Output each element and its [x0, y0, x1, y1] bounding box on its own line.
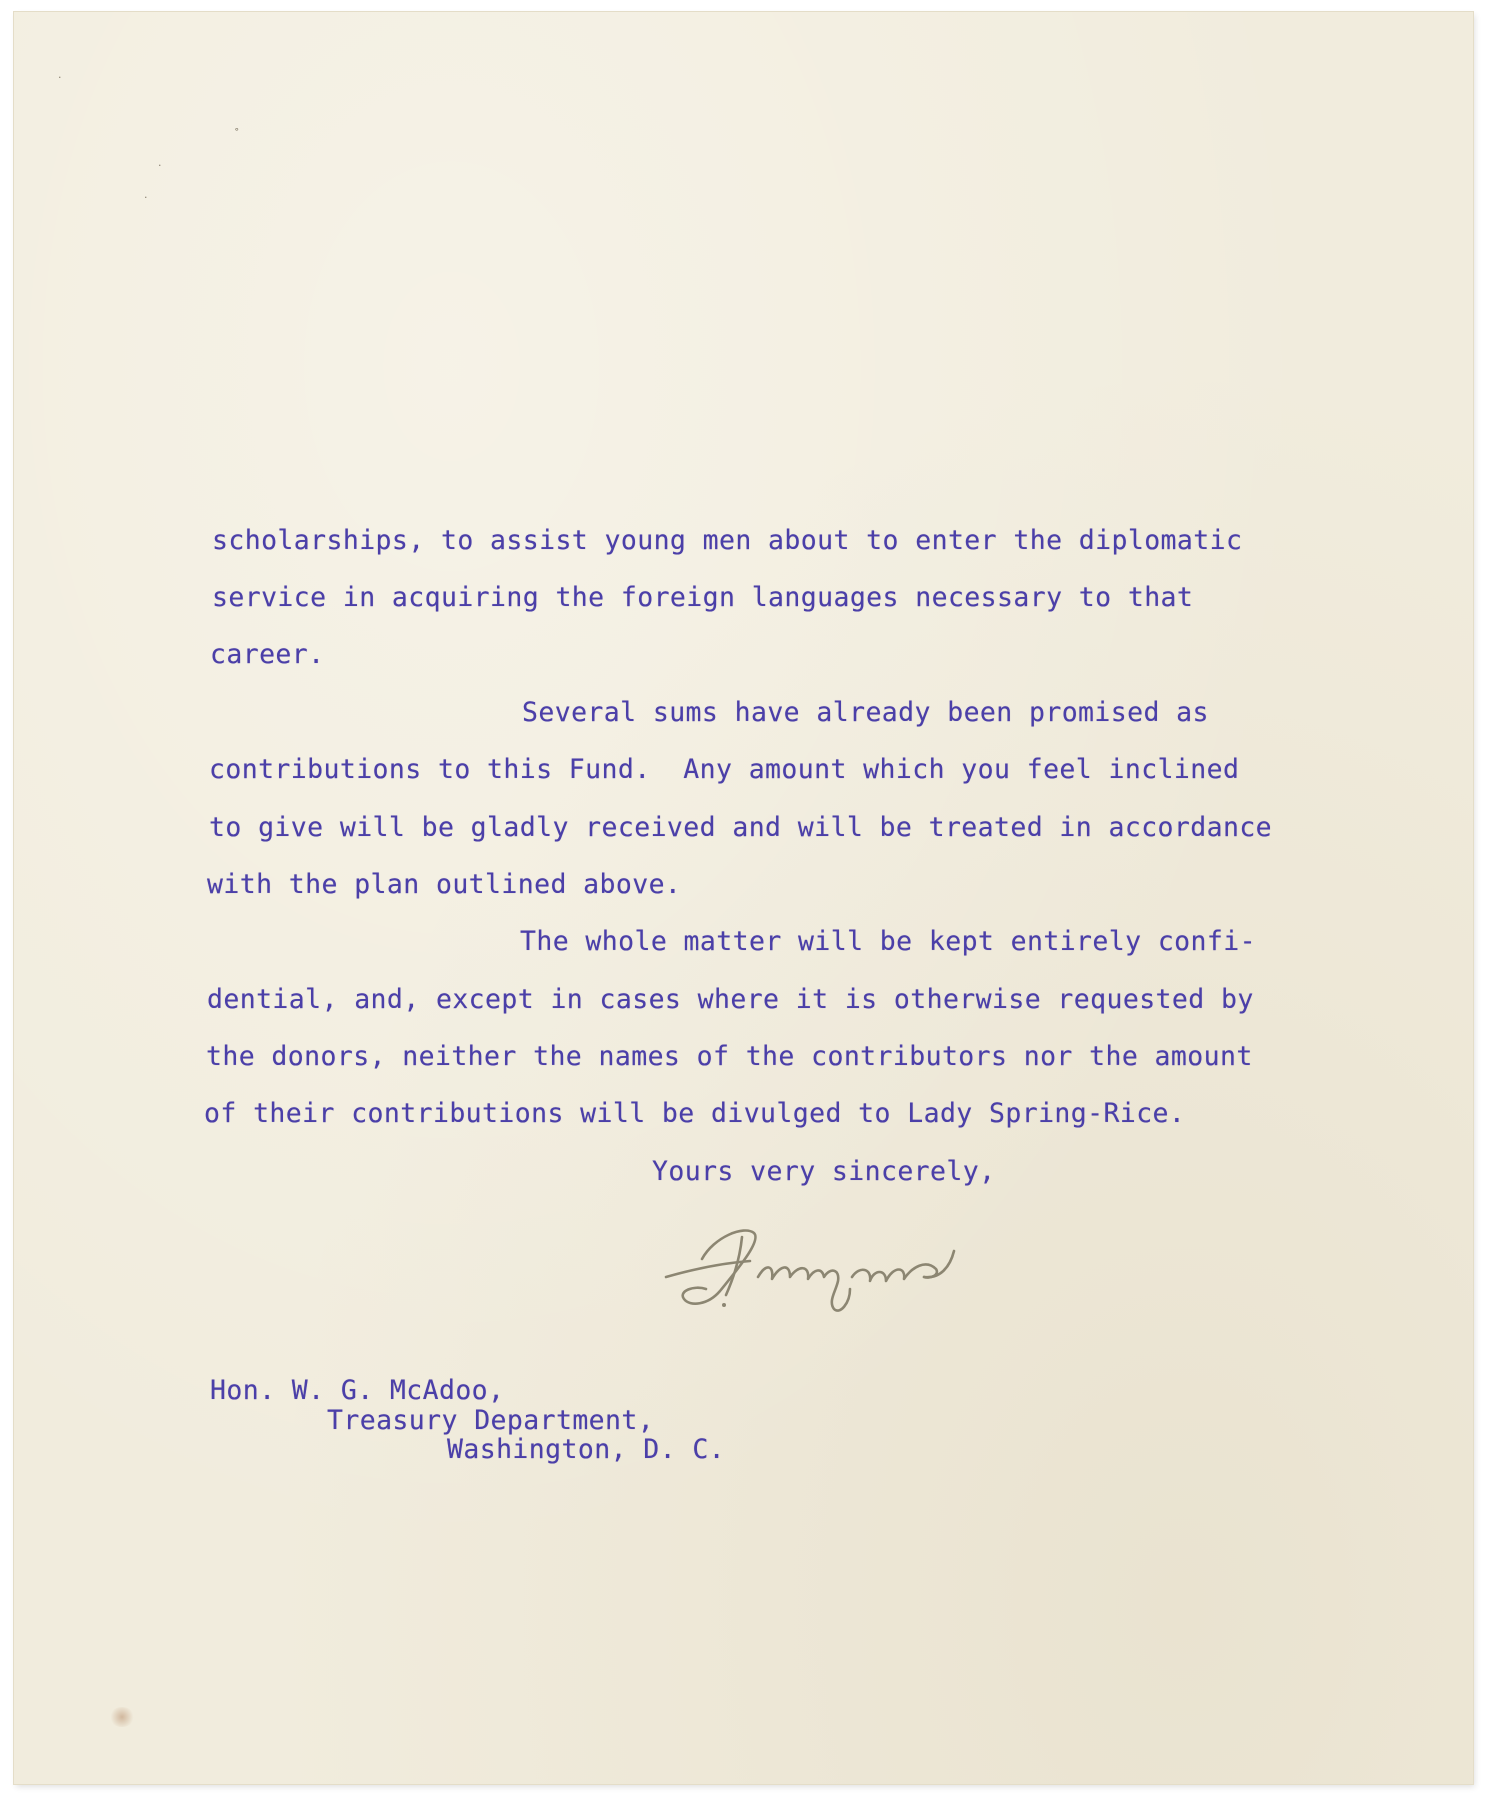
body-line-6: to give will be gladly received and will be treated in accordance [209, 812, 1273, 843]
body-line-1: scholarships, to assist young men about to enter the diplomatic [212, 525, 1243, 556]
recipient-department: Treasury Department, [327, 1405, 655, 1436]
body-line-8: The whole matter will be kept entirely confi- [520, 926, 1256, 957]
recipient-city: Washington, D. C. [447, 1434, 726, 1465]
body-line-3: career. [210, 639, 325, 670]
paper-speck: · [58, 71, 62, 84]
body-line-9: dential, and, except in cases where it is otherwise requested by [207, 984, 1254, 1015]
letter-page [14, 12, 1473, 1784]
paper-speck: · [144, 191, 148, 204]
paper-speck: ˚ [234, 127, 240, 140]
body-line-11: of their contributions will be divulged to Lady Spring-Rice. [204, 1098, 1186, 1129]
body-line-7: with the plan outlined above. [207, 869, 682, 900]
body-line-2: service in acquiring the foreign languages necessary to that [212, 582, 1194, 613]
paper-stain [109, 1707, 135, 1727]
paper-speck: · [158, 159, 162, 172]
closing: Yours very sincerely, [652, 1156, 996, 1187]
body-line-4: Several sums have already been promised as [522, 697, 1209, 728]
signature [654, 1207, 1014, 1327]
body-line-10: the donors, neither the names of the contributors nor the amount [206, 1041, 1253, 1072]
body-line-5: contributions to this Fund. Any amount which you feel inclined [209, 754, 1240, 785]
recipient-name: Hon. W. G. McAdoo, [210, 1375, 505, 1406]
